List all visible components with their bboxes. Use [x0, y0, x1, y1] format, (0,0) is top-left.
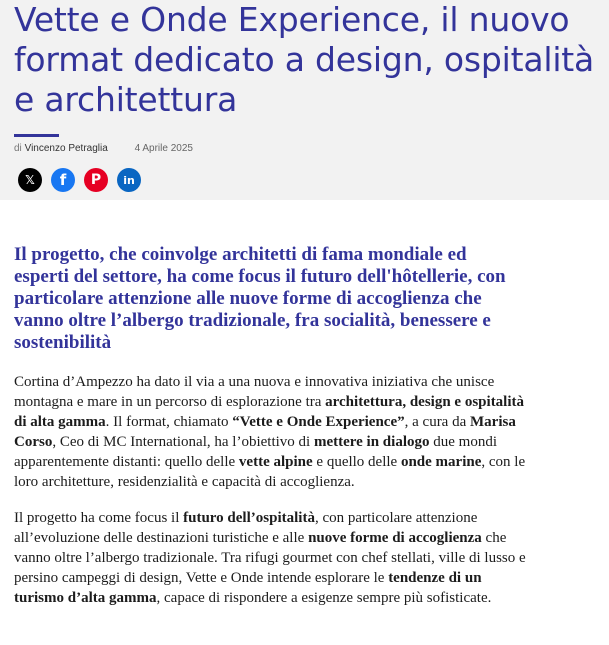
text-run: e quello delle [312, 454, 401, 470]
article-lead: Il progetto, che coinvolge architetti di fama mondiale ed esperti del settore, ha come focus il futuro dell'hôtellerie, con particolare attenzione alle nuove forme di accoglienza che vanno oltre l’albergo tradizionale, fra socialità, benessere e sostenibilità [14, 244, 506, 353]
byline [14, 143, 595, 154]
text-run: , con le loro architetture, residenzialità e capacità di accoglienza. [14, 454, 526, 490]
bold-run: nuove forme di accoglienza [308, 530, 482, 546]
text-run: Cortina d’Ampezzo ha dato il via a una nuova e innovativa iniziativa che unisce montagna e mare in un percorso di esplorazione tra [14, 374, 495, 410]
text-run: due mondi apparentemente distanti: quello delle [14, 434, 497, 470]
article-title: Vette e Onde Experience, il nuovo format dedicato a design, ospitalità e architettura [14, 0, 595, 119]
text-run: , capace di rispondere a esigenze sempre più sofisticate. [156, 590, 492, 606]
title-underline [14, 134, 59, 137]
article-body [0, 244, 609, 608]
author-link[interactable]: Vincenzo Petraglia [24, 143, 108, 154]
linkedin-share-icon[interactable]: in [117, 168, 141, 192]
share-bar [14, 168, 595, 192]
text-run: che vanno oltre l’albergo tradizionale. Tra rifugi gourmet con chef stellati, ville di lusso e persino campeggi di design, Vette e Onde intende esplorare le [14, 530, 526, 586]
byline-prefix: di [14, 143, 22, 154]
bold-run: vette alpine [238, 454, 313, 470]
text-run: Il progetto ha come focus il [14, 510, 184, 526]
publish-date: 4 Aprile 2025 [134, 143, 193, 154]
bold-run: futuro dell’ospitalità [183, 510, 315, 526]
bold-run: “Vette e Onde Experience” [232, 414, 405, 430]
bold-run: mettere in dialogo [313, 434, 430, 450]
text-run: , Ceo di MC International, ha l’obiettivo di [52, 434, 314, 450]
text-run: . Il format, chiamato [105, 414, 233, 430]
paragraph-2 [14, 508, 534, 608]
bold-run: tendenze di un turismo d’alta gamma [14, 570, 482, 606]
bold-run: onde marine [400, 454, 482, 470]
text-run: , con particolare attenzione all’evoluzione delle destinazioni turistiche e alle [14, 510, 478, 546]
text-run: , a cura da [404, 414, 471, 430]
paragraph-1 [14, 372, 534, 492]
pinterest-share-icon[interactable]: P [84, 168, 108, 192]
x-share-icon[interactable]: 𝕏 [18, 168, 42, 192]
article-header [0, 0, 609, 200]
facebook-share-icon[interactable]: f [51, 168, 75, 192]
bold-run: architettura, design e ospitalità di alta gamma [14, 394, 525, 430]
bold-run: Marisa Corso [14, 414, 516, 450]
